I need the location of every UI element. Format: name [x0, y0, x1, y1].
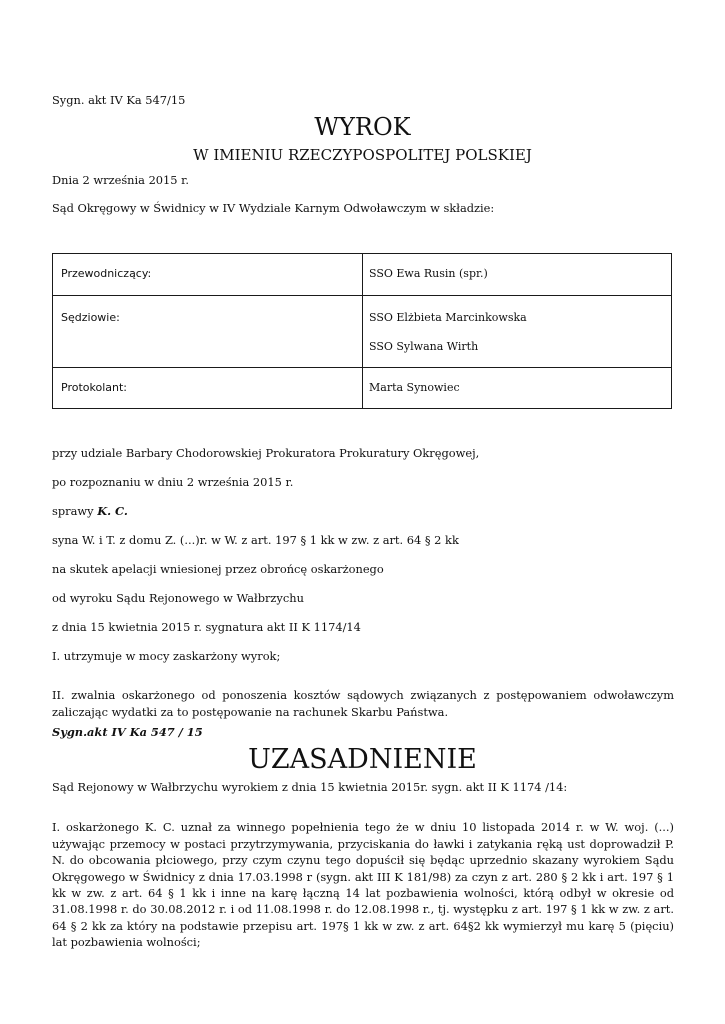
court-panel-table [52, 253, 672, 409]
hearing-line: po rozpoznaniu w dniu 2 września 2015 r. [52, 475, 294, 489]
judge-name: SSO Sylwana Wirth [369, 340, 479, 353]
ruling-point-1: I. utrzymuje w mocy zaskarżony wyrok; [52, 649, 281, 663]
table-divider [53, 295, 671, 296]
table-divider [53, 367, 671, 368]
justification-paragraph: I. oskarżonego K. C. uznał za winnego popełnienia tego że w dniu 10 listopada 2014 r. w W. woj. (...) używając przemocy w postaci przytrzymywania, przyciskania do ławki i zatykania ręką ust doprowadził P. N. do obcowania płciowego, przy czym czynu tego dopuścił się będąc uprzednio skazany wyrokiem Sądu Okręgowego w Świdnicy z dnia 17.03.1998 r (sygn. akt III K 181/98) za czyn z art. 280 § 2 kk i art. 197 § 1 kk w zw. z art. 64 § 1 kk i inne na karę łączną 14 lat pozbawienia wolności, którą odbył w okresie od 31.08.1998 r. do 30.08.2012 r. i od 11.08.1998 r. do 12.08.1998 r., tj. występku z art. 197 § 1 kk w zw. z art. 64 § 2 kk za który na podstawie przepisu art. 197§ 1 kk w zw. z art. 64§2 kk wymierzył mu karę 5 (pięciu) lat pozbawienia wolności; [52, 820, 674, 950]
justification-intro: Sąd Rejonowy w Wałbrzychu wyrokiem z dnia 15 kwietnia 2015r. sygn. akt II K 1174 /14: [52, 780, 568, 794]
justification-title: UZASADNIENIE [248, 744, 477, 775]
table-divider [362, 254, 363, 408]
judge-name: SSO Elżbieta Marcinkowska [369, 311, 527, 324]
case-prefix: sprawy [52, 504, 98, 518]
presiding-judge-label: Przewodniczący: [61, 267, 152, 280]
document-subtitle: W IMIENIU RZECZYPOSPOLITEJ POLSKIEJ [193, 146, 532, 164]
judgment-date: Dnia 2 września 2015 r. [52, 173, 189, 187]
justification-signature: Sygn.akt IV Ka 547 / 15 [52, 725, 203, 739]
ruling-point-2: II. zwalnia oskarżonego od ponoszenia kosztów sądowych związanych z postępowaniem odwoławczym zaliczając wydatki za to postępowanie na rachunek Skarbu Państwa. [52, 688, 674, 719]
appeal-line: na skutek apelacji wniesionej przez obrońcę oskarżonego [52, 562, 384, 576]
presiding-judge-name: SSO Ewa Rusin (spr.) [369, 267, 488, 280]
case-line [52, 504, 128, 518]
document-title: WYROK [314, 113, 411, 141]
judgment-origin-line: od wyroku Sądu Rejonowego w Wałbrzychu [52, 591, 304, 605]
clerk-label: Protokolant: [61, 381, 127, 394]
court-composition: Sąd Okręgowy w Świdnicy w IV Wydziale Karnym Odwoławczym w składzie: [52, 201, 495, 215]
case-signature: Sygn. akt IV Ka 547/15 [52, 93, 186, 107]
prosecutor-line: przy udziale Barbary Chodorowskiej Prokuratora Prokuratury Okręgowej, [52, 446, 480, 460]
judgment-date-line: z dnia 15 kwietnia 2015 r. sygnatura akt II K 1174/14 [52, 620, 361, 634]
defendant-name: K. C. [97, 504, 128, 518]
charge-line: syna W. i T. z domu Z. (...)r. w W. z art. 197 § 1 kk w zw. z art. 64 § 2 kk [52, 533, 459, 547]
clerk-name: Marta Synowiec [369, 381, 460, 394]
judges-label: Sędziowie: [61, 311, 120, 324]
